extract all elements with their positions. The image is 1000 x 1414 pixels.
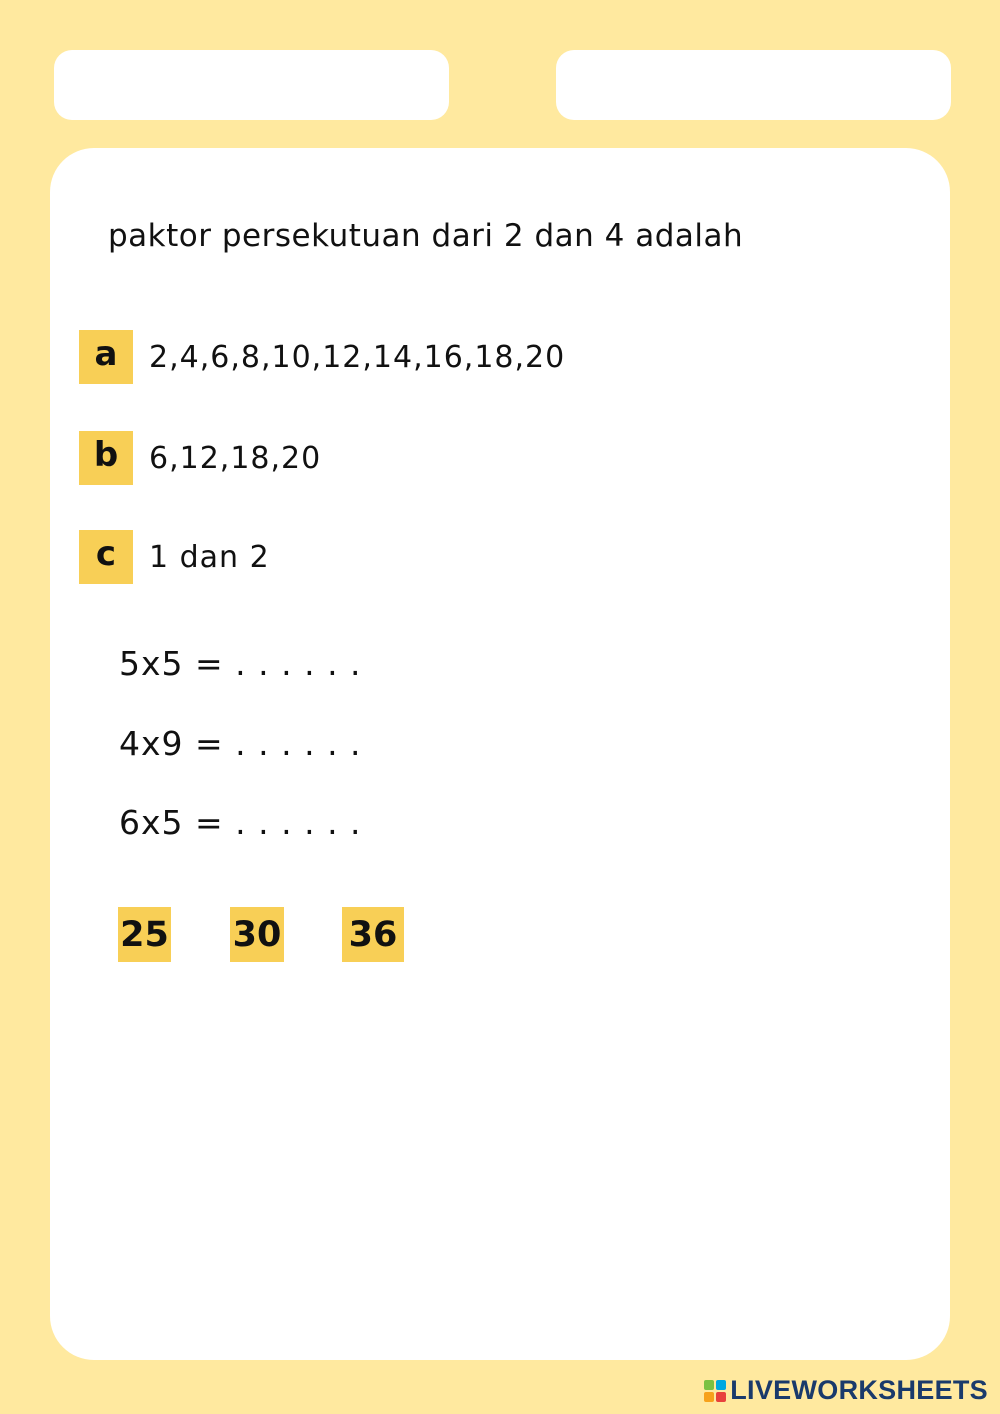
equation-3[interactable]: 6x5 = . . . . . . bbox=[119, 803, 362, 842]
name-input-box[interactable] bbox=[54, 50, 449, 120]
option-a[interactable] bbox=[79, 330, 565, 384]
option-b[interactable] bbox=[79, 431, 321, 485]
liveworksheets-logo-icon bbox=[704, 1380, 726, 1402]
option-text: 6,12,18,20 bbox=[149, 440, 322, 476]
answer-chip-36[interactable]: 36 bbox=[342, 907, 404, 962]
option-text: 2,4,6,8,10,12,14,16,18,20 bbox=[149, 339, 566, 375]
option-text: 1 dan 2 bbox=[149, 539, 270, 575]
answer-chip-30[interactable]: 30 bbox=[230, 907, 284, 962]
equation-1[interactable]: 5x5 = . . . . . . bbox=[119, 644, 362, 683]
question-text: paktor persekutuan dari 2 dan 4 adalah bbox=[108, 218, 744, 254]
equation-2[interactable]: 4x9 = . . . . . . bbox=[119, 724, 362, 763]
liveworksheets-branding[interactable] bbox=[704, 1375, 988, 1406]
answer-chip-25[interactable]: 25 bbox=[118, 907, 171, 962]
class-input-box[interactable] bbox=[556, 50, 951, 120]
option-letter-badge: b bbox=[79, 431, 133, 485]
option-letter-badge: c bbox=[79, 530, 133, 584]
option-letter-badge: a bbox=[79, 330, 133, 384]
option-c[interactable] bbox=[79, 530, 270, 584]
brand-text: LIVEWORKSHEETS bbox=[730, 1375, 988, 1405]
